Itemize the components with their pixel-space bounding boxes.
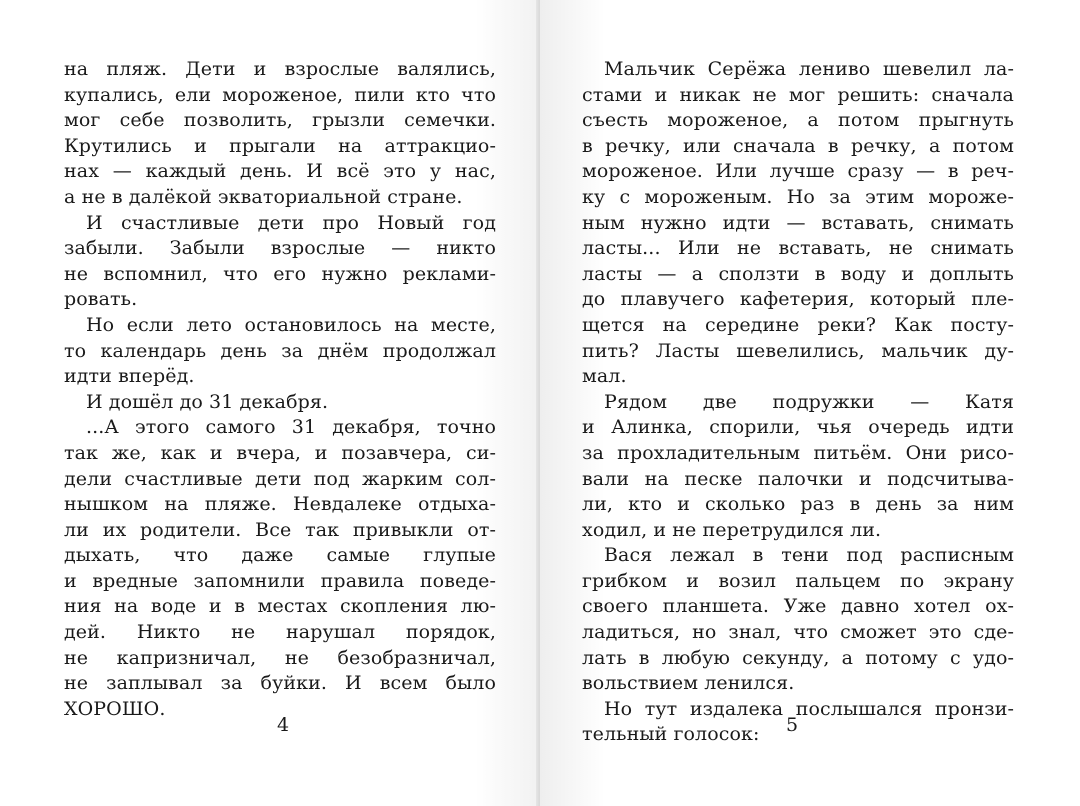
text-line: стами и никак не мог решить: сначала (582, 83, 1014, 106)
right-page-text (582, 57, 1014, 748)
text-line: ласты... Или не вставать, не снимать (582, 237, 1014, 260)
text-line: не капризничал, не безобразничал, (64, 646, 496, 669)
text-line: до плавучего кафетерия, который пле- (582, 288, 1014, 311)
text-line: и Алинка, спорили, чья очередь идти (582, 416, 1014, 439)
text-line: грибком и возил пальцем по экрану (582, 569, 1014, 592)
text-line: своего планшета. Уже давно хотел ох- (582, 595, 1014, 618)
text-line: купались, ели мороженое, пили кто что (64, 83, 496, 106)
text-line: мал. (582, 365, 627, 388)
text-line: нышком на пляже. Невдалеке отдыха- (64, 493, 496, 516)
text-line: а не в далёкой экваториальной стране. (64, 185, 463, 208)
text-line: забыли. Забыли взрослые — никто (64, 237, 496, 260)
text-line: так же, как и вчера, и позавчера, си- (64, 441, 496, 464)
text-line: И дошёл до 31 декабря. (86, 390, 329, 413)
text-line: ку с мороженым. Но за этим мороже- (582, 185, 1014, 208)
text-line: Но если лето остановилось на месте, (86, 313, 496, 336)
text-line: дей. Никто не нарушал порядок, (64, 621, 496, 644)
text-line: за прохладительным питьём. Они рисо- (582, 441, 1014, 464)
text-line: Мальчик Серёжа лениво шевелил ла- (604, 58, 1014, 80)
text-line: съесть мороженое, а потом прыгнуть (582, 109, 1014, 132)
page-number: 4 (277, 714, 290, 736)
text-line: ходил, и не перетрудился ли. (582, 518, 882, 541)
page-number: 5 (786, 714, 799, 736)
text-line: ровать. (64, 288, 138, 311)
text-line: ния на воде и в местах скопления лю- (64, 595, 496, 618)
left-page-text (64, 57, 496, 722)
text-line: дели счастливые дети под жарким сол- (64, 467, 496, 490)
text-line: ли их родители. Все так привыкли от- (64, 518, 496, 541)
text-line: ХОРОШО. (64, 697, 166, 720)
text-line: пить? Ласты шевелились, мальчик ду- (582, 339, 1014, 362)
text-line: И счастливые дети про Новый год (86, 211, 496, 234)
text-line: в речку, или сначала в речку, а потом (582, 134, 1014, 157)
text-line: ладиться, но знал, что сможет это сде- (582, 621, 1014, 644)
text-line: Вася лежал в тени под расписным (604, 544, 1014, 567)
text-line: идти вперёд. (64, 365, 195, 388)
text-line: ...А этого самого 31 декабря, точно (86, 416, 496, 439)
right-page (540, 0, 1080, 806)
text-line: мог себе позволить, грызли семечки. (64, 109, 496, 132)
text-line: и вредные запомнили правила поведе- (64, 569, 496, 592)
text-line: не заплывал за буйки. И всем было (64, 672, 496, 695)
text-line: щется на середине реки? Как посту- (582, 313, 1014, 336)
text-line: дыхать, что даже самые глупые (64, 544, 496, 567)
text-line: тельный голосок: (582, 723, 760, 746)
text-line: ным нужно идти — вставать, снимать (582, 211, 1014, 234)
text-line: мороженое. Или лучше сразу — в реч- (582, 160, 1014, 183)
text-line: Рядом две подружки — Катя (604, 390, 1014, 413)
text-line: нах — каждый день. И всё это у нас, (64, 160, 496, 183)
text-line: ласты — а сползти в воду и доплыть (582, 262, 1014, 285)
text-line: вольствием ленился. (582, 672, 795, 695)
text-line: Но тут издалека послышался пронзи- (604, 697, 1014, 720)
text-line: то календарь день за днём продолжал (64, 339, 496, 362)
text-line: лать в любую секунду, а потому с удо- (582, 646, 1014, 669)
text-line: не вспомнил, что его нужно реклами- (64, 262, 496, 285)
text-line: на пляж. Дети и взрослые валялись, (64, 58, 496, 80)
text-line: вали на песке палочки и подсчитыва- (582, 467, 1014, 490)
text-line: Крутились и прыгали на аттракцио- (64, 134, 496, 157)
text-line: ли, кто и сколько раз в день за ним (582, 493, 1014, 516)
